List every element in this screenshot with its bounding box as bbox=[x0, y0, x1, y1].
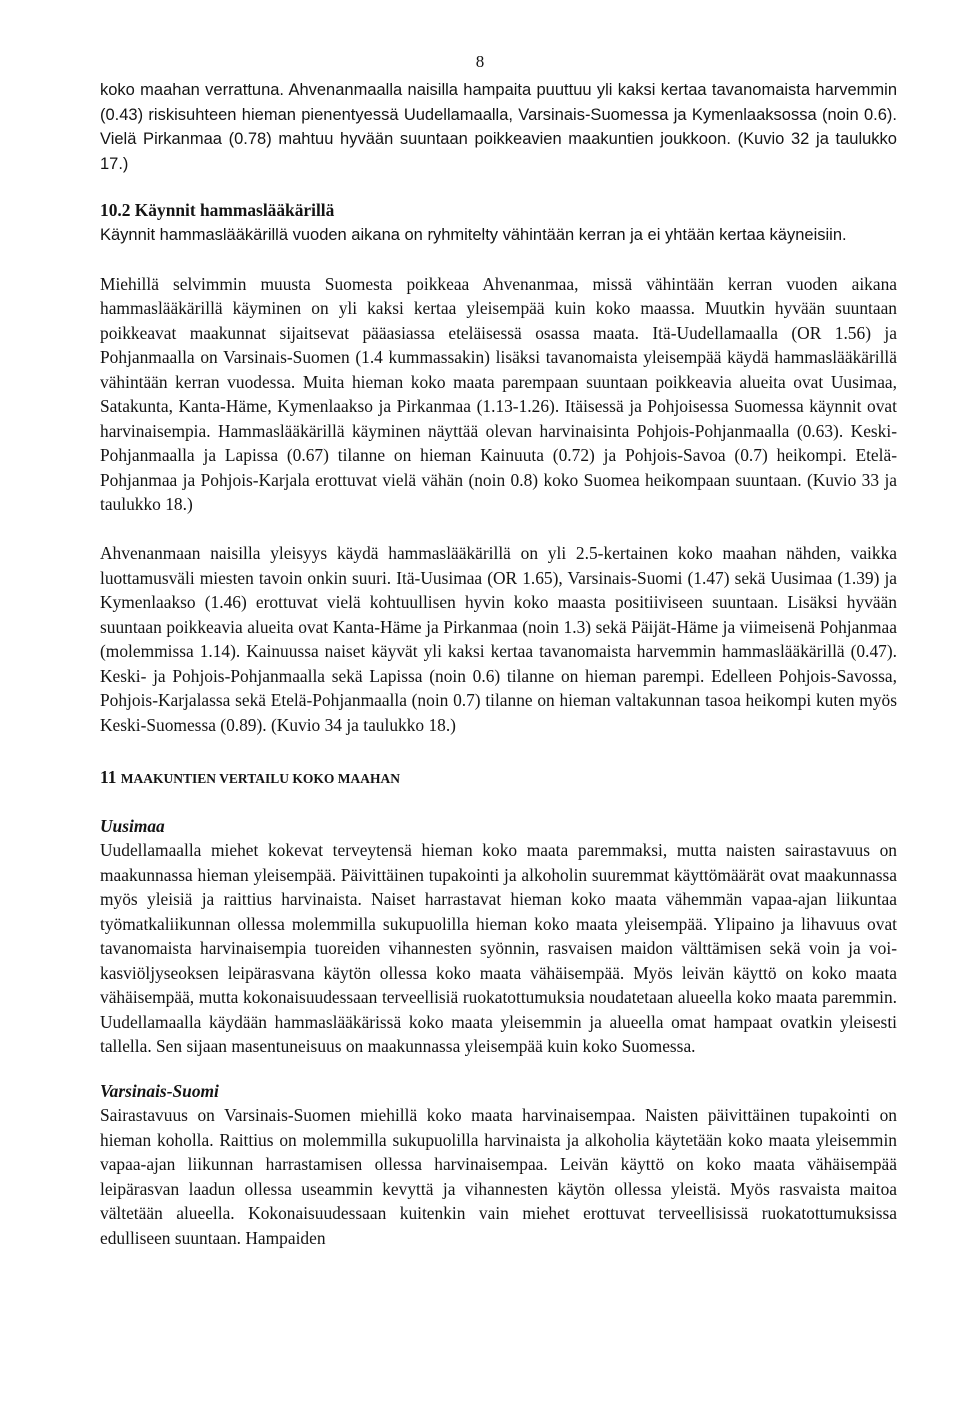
dentist-definition-paragraph: Käynnit hammaslääkärillä vuoden aikana on ryhmitelty vähintään kerran ja ei yhtään kertaa käyneisiin. bbox=[100, 225, 847, 244]
section-number: 11 bbox=[100, 767, 117, 787]
page-content bbox=[100, 78, 897, 1250]
intro-paragraph: koko maahan verrattuna. Ahvenanmaalla naisilla hampaita puuttuu yli kaksi kertaa tavanomaista harvemmin (0.43) riskisuhteen hieman pienentyessä Uudellamaalla, Varsinais-Suomessa ja Kymenlaaksossa (noin 0.6). Vielä Pirkanmaa (0.78) mahtuu hyvään suuntaan poikkeavien maakuntien joukkoon. (Kuvio 32 ja taulukko 17.) bbox=[100, 81, 897, 173]
section-heading-11 bbox=[100, 765, 897, 792]
dentist-women-paragraph: Ahvenanmaan naisilla yleisyys käydä hammaslääkärillä on yli 2.5-kertainen koko maahan nähden, vaikka luottamusväli miesten tavoin onkin suuri. Itä-Uusimaa (OR 1.65), Varsinais-Suomi (1.47) sekä Uusimaa (1.39) ja Kymenlaakso (1.46) erottuvat vielä kohtuullisen hyvin koko maasta positiiviseen suuntaan. Lisäksi hyvään suuntaan poikkeavia alueita ovat Kanta-Häme ja Pirkanmaa (noin 1.3) sekä Päijät-Häme ja viimeisenä Pohjanmaa (molemmissa 1.14). Kainuussa naiset käyvät yli kaksi kertaa tavanomaista harvemmin hammaslääkärillä (0.47). Keski- ja Pohjois-Pohjanmaalla sekä Lapissa (noin 0.6) tilanne on hieman parempi. Edelleen Pohjois-Savossa, Pohjois-Karjalassa sekä Etelä-Pohjanmaalla (noin 0.7) tilanne on hieman valtakunnan tasoa heikompi kuten myös Keski-Suomessa (0.89). (Kuvio 34 ja taulukko 18.) bbox=[100, 543, 897, 735]
uusimaa-paragraph: Uudellamaalla miehet kokevat terveytensä hieman koko maata paremmaksi, mutta naisten sairastavuus on maakunnassa hieman yleisempää. Päivittäinen tupakointi ja alkoholin suuremmat käyttömäärät ovat maakunnassa myös yleisiä ja raittius harvinaista. Naiset harrastavat hieman koko maata vähemmän vapaa-ajan liikuntaa työmatkaliikunnan ollessa molemmilla sukupuolilla hieman koko maata yleisempää. Ylipaino ja lihavuus ovat tavanomaista harvinaisempia tuoreiden vihannesten syönnin, rasvaisen maidon välttämisen sekä voin ja voi-kasviöljyseoksen leipärasvana käytön ollessa koko maata vähäisempää. Myös leivän käyttö on koko maata vähäisempää, mutta kokonaisuudessaan terveellisiä ruokatottumuksia noudatetaan alueella koko maata paremmin. Uudellamaalla käydään hammaslääkärissä koko maata yleisemmin ja alueella omat hampaat ovatkin yleisesti tallella. Sen sijaan masentuneisuus on maakunnassa yleisempää kuin koko Suomessa. bbox=[100, 840, 897, 1056]
section-title: MAAKUNTIEN VERTAILU KOKO MAAHAN bbox=[120, 771, 400, 786]
region-heading-varsinais-suomi: Varsinais-Suomi bbox=[100, 1080, 219, 1101]
subsection-heading-10-2: 10.2 Käynnit hammaslääkärillä bbox=[100, 200, 335, 220]
varsinais-suomi-paragraph: Sairastavuus on Varsinais-Suomen miehillä koko maata harvinaisempaa. Naisten päivittäinen tupakointi on hieman koholla. Raittius on molemmilla sukupuolilla harvinaista ja alkoholia käytetään koko maata yleisemmin vapaa-ajan liikunnan harrastamisen ollessa harvinaisempaa. Leivän käyttö on koko maata vähäisempää leipärasvan laadun ollessa useammin kevyttä ja vihannesten käytön ollessa yleistä. Myös rasvaista maitoa vältetään alueella. Kokonaisuudessaan kuitenkin vain miehet erottuvat terveellisissä ruokatottumuksissa edulliseen suuntaan. Hampaiden bbox=[100, 1105, 897, 1248]
region-heading-uusimaa: Uusimaa bbox=[100, 815, 165, 836]
page-number: 8 bbox=[475, 52, 485, 71]
region-spacer bbox=[100, 1059, 897, 1079]
dentist-men-paragraph: Miehillä selvimmin muusta Suomesta poikkeaa Ahvenanmaa, missä vähintään kerran vuoden aikana hammaslääkärillä käyminen on yli kaksi kertaa yleisempää kuin koko maassa. Muutkin hyvään suuntaan poikkeavat maakunnat sijaitsevat pääasiassa eteläisessä osassa maata. Itä-Uudellamaalla (OR 1.56) ja Pohjanmaalla on Varsinais-Suomen (1.4 kummassakin) lisäksi tavanomaista yleisempää käydä hammaslääkärillä vähintään kerran vuodessa. Muita hieman koko maata parempaan suuntaan poikkeavia alueita ovat Uusimaa, Satakunta, Kanta-Häme, Kymenlaakso ja Pirkanmaa (1.13-1.26). Itäisessä ja Pohjoisessa Suomessa käynnit ovat harvinaisempia. Hammaslääkärillä käyminen näyttää olevan harvinaisinta Pohjois-Pohjanmaalla (0.63). Keski-Pohjanmaalla ja Lapissa (0.67) tilanne on hieman Kainuuta (0.72) ja Pohjois-Savoa (0.7) heikompi. Etelä-Pohjanmaa ja Pohjois-Karjala erottuvat vielä vähän (noin 0.8) koko Suomea heikompaan suuntaan. (Kuvio 33 ja taulukko 18.) bbox=[100, 273, 897, 514]
